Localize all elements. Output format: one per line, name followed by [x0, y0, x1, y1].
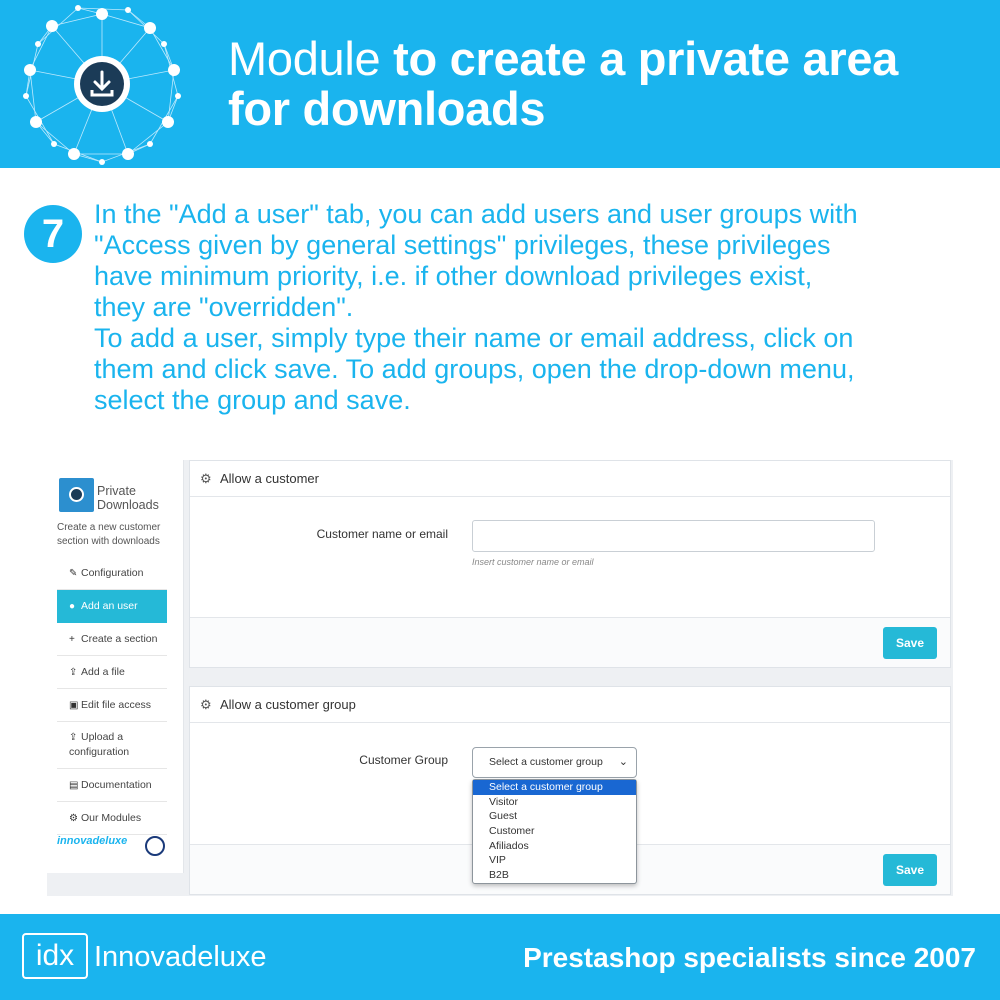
step-line: select the group and save. — [94, 385, 411, 415]
sidebar-item-label: Add a file — [81, 666, 125, 678]
dropdown-option[interactable]: VIP — [489, 854, 506, 867]
dropdown-option[interactable]: Customer — [489, 825, 535, 838]
dropdown-option[interactable]: B2B — [489, 869, 509, 882]
step-line: "Access given by general settings" privileges, these privileges — [94, 230, 831, 260]
save-group-button[interactable]: Save — [883, 854, 937, 886]
sidebar-item-label: Add an user — [81, 600, 138, 612]
step-description — [94, 199, 984, 416]
sidebar-item-edit-file-access[interactable] — [57, 689, 167, 722]
panel-heading-text: Allow a customer group — [220, 697, 356, 712]
module-sidebar — [47, 460, 184, 873]
panel-heading — [190, 687, 950, 723]
sidebar-item-label: Create a section — [81, 633, 158, 645]
panel-heading — [190, 461, 950, 497]
page-title — [228, 34, 988, 134]
chevron-down-icon: ⌄ — [618, 756, 628, 768]
allow-group-panel — [189, 686, 951, 895]
dropdown-option[interactable]: Guest — [489, 810, 518, 823]
sidebar-item-label: Upload a — [81, 731, 124, 743]
module-menu — [57, 557, 167, 835]
footer-banner — [0, 914, 1000, 1000]
certification-badge-icon — [145, 836, 165, 856]
document-icon: ▤ — [69, 780, 79, 791]
customer-group-label: Customer Group — [359, 753, 448, 767]
upload-icon: ⇪ — [69, 732, 78, 743]
network-download-logo-icon — [18, 0, 186, 168]
footer-tagline: Prestashop specialists since 2007 — [523, 942, 976, 973]
upload-icon: ⇪ — [69, 667, 78, 678]
gears-icon: ⚙ — [200, 697, 212, 712]
module-title-line: Downloads — [97, 498, 159, 512]
allow-customer-panel — [189, 460, 951, 668]
step-number-badge: 7 — [24, 205, 82, 263]
sidebar-item-label: configuration — [69, 746, 130, 758]
dropdown-option[interactable]: Afiliados — [489, 839, 529, 852]
sidebar-item-label: Edit file access — [81, 699, 152, 711]
title-light: Module — [228, 32, 381, 85]
sidebar-item-label: Documentation — [81, 779, 152, 791]
sidebar-item-configuration[interactable] — [57, 557, 167, 590]
step-line: To add a user, simply type their name or email address, click on — [94, 323, 854, 353]
gears-icon: ⚙ — [200, 471, 212, 486]
admin-screenshot — [47, 460, 953, 896]
save-customer-button[interactable]: Save — [883, 627, 937, 659]
panel-heading-text: Allow a customer — [220, 471, 319, 486]
sidebar-item-label: Configuration — [81, 567, 144, 579]
footer-brand: Innovadeluxe — [94, 941, 267, 973]
innovadeluxe-logo: innovadeluxe — [57, 835, 128, 847]
customer-name-input[interactable] — [472, 520, 875, 552]
wrench-icon: ✎ — [69, 568, 78, 579]
title-bold-1: to create a private area — [393, 32, 898, 85]
user-icon: ● — [69, 601, 76, 612]
step-line: have minimum priority, i.e. if other download privileges exist, — [94, 261, 813, 291]
module-description-line: section with downloads — [57, 536, 160, 547]
customer-name-help: Insert customer name or email — [472, 557, 594, 567]
customer-group-select[interactable] — [472, 747, 637, 778]
module-description — [57, 521, 182, 549]
sidebar-item-create-section[interactable] — [57, 623, 167, 656]
idx-logo: idx — [22, 933, 88, 979]
sidebar-item-add-user[interactable] — [57, 590, 167, 623]
module-title-line: Private — [97, 484, 136, 498]
sidebar-item-add-file[interactable] — [57, 656, 167, 689]
customer-name-label: Customer name or email — [316, 527, 448, 541]
sidebar-item-documentation[interactable] — [57, 769, 167, 802]
modules-icon: ⚙ — [69, 813, 78, 824]
customer-group-dropdown — [472, 779, 637, 884]
step-line: In the "Add a user" tab, you can add users and user groups with — [94, 199, 858, 229]
sidebar-item-upload-configuration[interactable] — [57, 722, 167, 769]
step-line: they are "overridden". — [94, 292, 354, 322]
dropdown-option[interactable]: Select a customer group — [473, 780, 636, 795]
header-banner — [0, 0, 1000, 168]
title-bold-2: for downloads — [228, 82, 546, 135]
step-line: them and click save. To add groups, open the drop-down menu, — [94, 354, 855, 384]
sidebar-item-our-modules[interactable] — [57, 802, 167, 835]
module-logo-icon — [59, 478, 94, 512]
dropdown-option[interactable]: Visitor — [489, 795, 518, 808]
module-description-line: Create a new customer — [57, 522, 161, 533]
panel-footer — [190, 617, 950, 667]
plus-icon: + — [69, 634, 75, 645]
module-title — [97, 484, 181, 512]
customer-group-select-value: Select a customer group — [489, 756, 603, 768]
lock-icon: ▣ — [69, 700, 79, 711]
sidebar-item-label: Our Modules — [81, 812, 142, 824]
